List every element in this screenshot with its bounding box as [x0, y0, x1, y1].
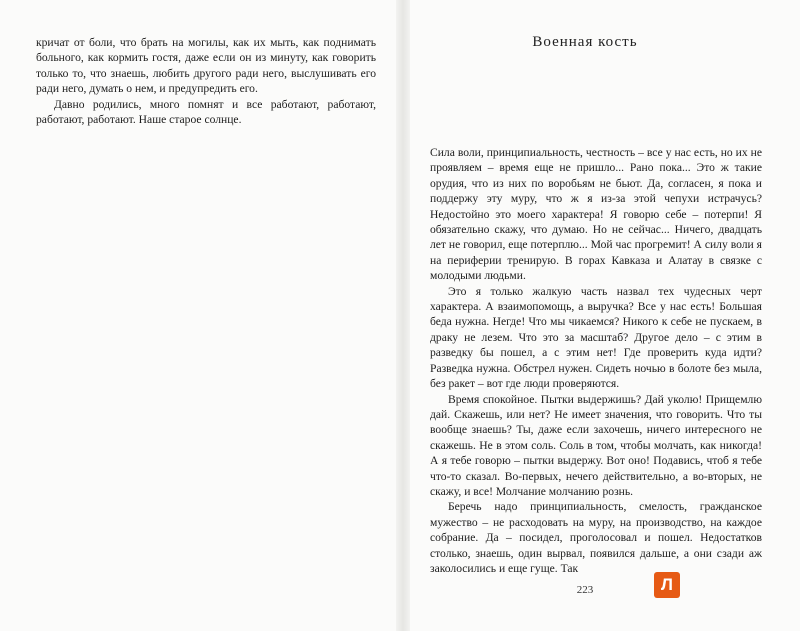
right-paragraph-2: Это я только жалкую часть назвал тех чудесных черт характера. А взаимопомощь, а выручка? Все у нас есть! Большая беда нужна. Негде! Что мы чикаемся? Никого к себе не пускаем, в драку не лезем. Что это за масштаб? Другое дело – с этим в разведку бы пошел, а с этим нет! Где проверить куда идти? Разведка нужна. Обстрел нужен. Сидеть ночью в болоте без мыла, без ракет – вот где люди проверяются.	[430, 284, 762, 391]
right-paragraph-4: Беречь надо принципиальность, смелость, гражданское мужество – не расходовать на муру, на производство, на каждое собрание. Да – посидел, проголосовал и пошел. Недостатков столько, знаешь, один вырвал, появился дальше, а они сзади аж заколосились и еще гуще. Так	[430, 500, 762, 575]
book-gutter	[396, 0, 410, 631]
page-number: 223	[576, 584, 594, 596]
left-paragraph-1: кричат от боли, что брать на могилы, как их мыть, как поднимать больного, как кормить гостя, даже если он из минуту, как говорить только то, что знаешь, любить другого ради него, выслушивать его ради него, думать о нем, и предупредить его.	[36, 36, 376, 96]
running-head: Военная кость	[532, 34, 638, 50]
left-paragraph-2: Давно родились, много помнят и все работают, работают, работают, работают. Наше старое солнце.	[36, 97, 376, 127]
publisher-logo-icon: Л	[654, 572, 680, 598]
left-page	[0, 0, 398, 631]
right-page-text	[430, 145, 762, 576]
right-paragraph-1: Сила воли, принципиальность, честность – все у нас есть, но их не проявляем – время еще не пришло... Рано пока... Это ж такие орудия, что из них по воробьям не бьют. Да, согласен, я пока и поддержу эту муру, что ж я из-за этой чепухи истрачусь? Недостойно это моего характера! Я говорю себе – потерпи! Я обязательно скажу, что думаю. Но не сейчас... Ничего, двадцать лет не говорил, еще потерплю... Мой час прогремит! А силу воли я на периферии тренирую. В горах Кавказа и Алатау в связке с молодыми людьми.	[430, 146, 762, 283]
left-page-text	[36, 35, 376, 127]
right-paragraph-3: Время спокойное. Пытки выдержишь? Дай уколю! Прищемлю дай. Скажешь, или нет? Не имеет значения, что говорить. Что ты вообще знаешь? Ты, даже если захочешь, ничего интересного не скажешь. Не в этом соль. Соль в том, чтобы молчать, как никогда! А я тебе говорю – пытки выдержу. Вот оно! Подавись, чтоб я тебе что-то сказал. Во-первых, нечего действительно, а во-вторых, не скажу, и все! Молчание молчанию рознь.	[430, 392, 762, 498]
right-page	[410, 0, 800, 631]
